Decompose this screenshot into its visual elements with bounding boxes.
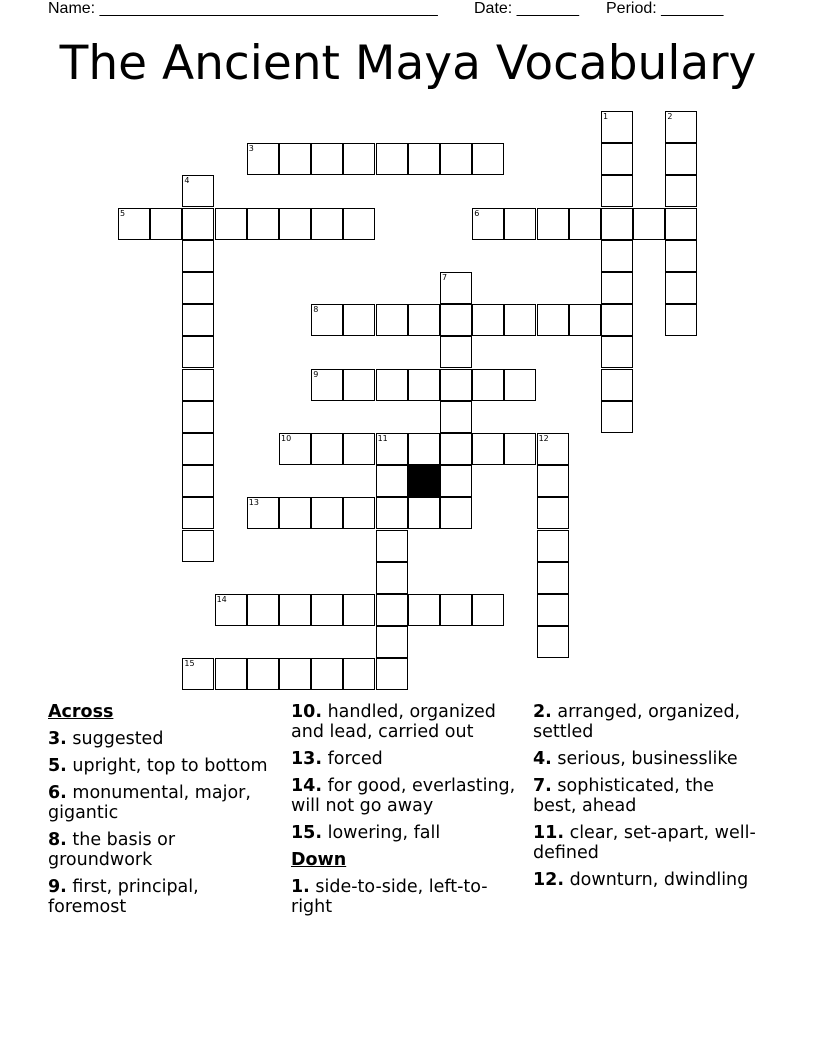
clue-item-text: handled, organized and lead, carried out — [291, 702, 496, 742]
clue-item — [48, 783, 274, 823]
grid-cell[interactable] — [569, 304, 601, 336]
grid-cell[interactable] — [537, 626, 569, 658]
grid-cell[interactable] — [665, 111, 697, 143]
name-field[interactable]: Name: ______________________________________ — [48, 0, 438, 17]
clue-item-text: serious, businesslike — [551, 749, 738, 769]
grid-cell[interactable] — [537, 208, 569, 240]
grid-cell[interactable] — [311, 143, 343, 175]
grid-cell[interactable] — [215, 208, 247, 240]
down-clue-list — [291, 877, 517, 917]
clue-number: 1 — [603, 112, 609, 121]
clue-item-text: downturn, dwindling — [564, 870, 749, 890]
grid-cell[interactable] — [440, 336, 472, 368]
grid-cell[interactable] — [311, 433, 343, 465]
grid-cell[interactable] — [537, 433, 569, 465]
grid-cell[interactable] — [182, 497, 214, 529]
grid-cell[interactable] — [182, 465, 214, 497]
page-title: The Ancient Maya Vocabulary — [59, 36, 757, 91]
down-clue-list-continued — [533, 702, 759, 890]
grid-cell[interactable] — [408, 369, 440, 401]
grid-cell[interactable] — [343, 143, 375, 175]
clue-item — [533, 870, 759, 890]
clue-number: 7 — [442, 273, 448, 282]
grid-cell[interactable] — [311, 658, 343, 690]
grid-cell[interactable] — [279, 433, 311, 465]
grid-cell[interactable] — [311, 208, 343, 240]
clue-item — [291, 776, 517, 816]
grid-cell[interactable] — [601, 401, 633, 433]
clue-item-text: forced — [322, 749, 383, 769]
grid-cell[interactable] — [215, 594, 247, 626]
clue-item-text: upright, top to bottom — [66, 756, 268, 776]
grid-cell[interactable] — [376, 530, 408, 562]
clue-item-text: monumental, major, gigantic — [48, 783, 251, 823]
grid-cell[interactable] — [182, 433, 214, 465]
grid-cell[interactable] — [601, 111, 633, 143]
grid-cell[interactable] — [376, 304, 408, 336]
clue-item — [533, 823, 759, 863]
clue-item — [48, 729, 274, 749]
grid-cell[interactable] — [182, 272, 214, 304]
grid-cell[interactable] — [440, 433, 472, 465]
grid-cell[interactable] — [311, 304, 343, 336]
grid-cell[interactable] — [665, 175, 697, 207]
clue-number: 12 — [538, 434, 549, 443]
clue-number: 6 — [474, 208, 480, 218]
grid-cell[interactable] — [601, 175, 633, 207]
grid-cell[interactable] — [376, 594, 408, 626]
clue-item-text: the basis or groundwork — [48, 830, 176, 870]
grid-cell[interactable] — [376, 658, 408, 690]
grid-cell[interactable] — [601, 208, 633, 240]
grid-cell[interactable] — [182, 401, 214, 433]
grid-cell[interactable] — [440, 401, 472, 433]
grid-cell[interactable] — [182, 175, 214, 207]
period-field[interactable]: Period: _______ — [606, 0, 724, 17]
grid-cell[interactable] — [118, 208, 150, 240]
grid-cell[interactable] — [311, 497, 343, 529]
grid-cell[interactable] — [569, 208, 601, 240]
grid-cell[interactable] — [665, 208, 697, 240]
grid-cell[interactable] — [537, 465, 569, 497]
grid-cell[interactable] — [182, 658, 214, 690]
grid-cell[interactable] — [247, 208, 279, 240]
clue-item-text: suggested — [66, 729, 164, 749]
clue-item — [533, 776, 759, 816]
clue-item — [48, 830, 274, 870]
grid-cell[interactable] — [408, 497, 440, 529]
clue-item-text: arranged, organized, settled — [533, 702, 741, 742]
grid-cell[interactable] — [150, 208, 182, 240]
clue-item-number: 7. — [533, 776, 552, 796]
grid-cell[interactable] — [343, 497, 375, 529]
grid-cell[interactable] — [472, 143, 504, 175]
clue-item-number: 12. — [533, 870, 565, 890]
grid-cell[interactable] — [343, 433, 375, 465]
grid-cell[interactable] — [408, 143, 440, 175]
grid-cell[interactable] — [311, 369, 343, 401]
clue-item-number: 15. — [291, 823, 323, 843]
grid-cell[interactable] — [440, 272, 472, 304]
grid-cell[interactable] — [601, 336, 633, 368]
grid-cell[interactable] — [182, 304, 214, 336]
grid-cell[interactable] — [376, 143, 408, 175]
grid-cell[interactable] — [343, 594, 375, 626]
grid-cell[interactable] — [215, 658, 247, 690]
clue-item-text: sophisticated, the best, ahead — [533, 776, 715, 816]
clue-item — [291, 702, 517, 742]
grid-cell[interactable] — [504, 433, 536, 465]
grid-cell[interactable] — [440, 143, 472, 175]
grid-cell[interactable] — [601, 272, 633, 304]
clue-number: 9 — [313, 369, 319, 379]
grid-cell[interactable] — [279, 594, 311, 626]
grid-cell[interactable] — [182, 208, 214, 240]
grid-cell[interactable] — [376, 562, 408, 594]
grid-cell[interactable] — [247, 658, 279, 690]
clue-item-number: 1. — [291, 877, 310, 897]
grid-cell[interactable] — [343, 658, 375, 690]
grid-cell[interactable] — [537, 562, 569, 594]
clue-number: 4 — [184, 176, 190, 186]
clue-item-number: 13. — [291, 749, 323, 769]
grid-cell[interactable] — [472, 369, 504, 401]
grid-cell[interactable] — [247, 594, 279, 626]
grid-cell[interactable] — [601, 304, 633, 336]
clue-column-3 — [533, 702, 759, 897]
clue-item-number: 5. — [48, 756, 67, 776]
grid-cell[interactable] — [182, 530, 214, 562]
across-clue-list-continued — [291, 702, 517, 843]
clue-item — [291, 823, 517, 843]
clue-number: 13 — [248, 498, 259, 508]
across-heading: Across — [48, 702, 114, 722]
clue-item-number: 8. — [48, 830, 67, 850]
clue-number: 10 — [281, 434, 292, 443]
grid-cell[interactable] — [343, 304, 375, 336]
grid-cell[interactable] — [537, 304, 569, 336]
clue-item — [291, 877, 517, 917]
grid-cell[interactable] — [376, 626, 408, 658]
grid-cell[interactable] — [537, 497, 569, 529]
clue-item-number: 6. — [48, 783, 67, 803]
grid-cell[interactable] — [537, 530, 569, 562]
grid-cell[interactable] — [601, 240, 633, 272]
clue-number: 2 — [667, 112, 673, 121]
clue-item-number: 11. — [533, 823, 565, 843]
clue-number: 8 — [313, 305, 319, 315]
grid-cell[interactable] — [376, 465, 408, 497]
grid-cell[interactable] — [182, 369, 214, 401]
clue-item-text: lowering, fall — [322, 823, 441, 843]
grid-cell[interactable] — [408, 433, 440, 465]
grid-cell[interactable] — [504, 369, 536, 401]
clue-item-number: 2. — [533, 702, 552, 722]
clue-item-number: 10. — [291, 702, 323, 722]
grid-cell[interactable] — [440, 594, 472, 626]
down-heading: Down — [291, 850, 347, 870]
grid-cell[interactable] — [376, 433, 408, 465]
clue-column-2 — [291, 702, 517, 924]
grid-cell[interactable] — [601, 369, 633, 401]
clue-column-1 — [48, 702, 274, 924]
grid-cell[interactable] — [247, 143, 279, 175]
grid-cell[interactable] — [665, 240, 697, 272]
grid-cell[interactable] — [279, 143, 311, 175]
grid-cell[interactable] — [601, 143, 633, 175]
clue-item-number: 14. — [291, 776, 323, 796]
clue-item-text: first, principal, foremost — [48, 877, 199, 917]
grid-cell[interactable] — [472, 594, 504, 626]
grid-cell[interactable] — [311, 594, 343, 626]
grid-cell[interactable] — [247, 497, 279, 529]
grid-cell[interactable] — [279, 497, 311, 529]
grid-cell[interactable] — [376, 497, 408, 529]
clue-number: 3 — [248, 144, 254, 154]
grid-cell[interactable] — [408, 594, 440, 626]
clue-number: 11 — [377, 434, 388, 443]
grid-cell[interactable] — [343, 208, 375, 240]
grid-cell[interactable] — [472, 304, 504, 336]
date-field[interactable]: Date: _______ — [474, 0, 579, 17]
grid-cell[interactable] — [665, 272, 697, 304]
grid-cell[interactable] — [440, 497, 472, 529]
clue-number: 5 — [120, 208, 126, 218]
grid-cell[interactable] — [633, 208, 665, 240]
grid-cell[interactable] — [665, 143, 697, 175]
clue-item — [48, 877, 274, 917]
grid-cell[interactable] — [182, 336, 214, 368]
grid-cell[interactable] — [472, 208, 504, 240]
grid-cell[interactable] — [504, 208, 536, 240]
clue-item — [533, 702, 759, 742]
grid-cell[interactable] — [472, 433, 504, 465]
clue-item-number: 9. — [48, 877, 67, 897]
grid-cell[interactable] — [665, 304, 697, 336]
clue-item-number: 4. — [533, 749, 552, 769]
clue-item — [48, 756, 274, 776]
grid-cell[interactable] — [440, 369, 472, 401]
grid-cell[interactable] — [440, 465, 472, 497]
clue-number: 14 — [216, 595, 227, 604]
grid-cell[interactable] — [376, 369, 408, 401]
clue-number: 15 — [184, 659, 195, 669]
across-clue-list — [48, 729, 274, 917]
clue-item — [291, 749, 517, 769]
grid-cell[interactable] — [279, 658, 311, 690]
grid-cell[interactable] — [279, 208, 311, 240]
grid-cell[interactable] — [504, 304, 536, 336]
black-cell — [408, 465, 440, 497]
grid-cell[interactable] — [182, 240, 214, 272]
clue-item-text: for good, everlasting, will not go away — [291, 776, 516, 816]
clue-item-number: 3. — [48, 729, 67, 749]
grid-cell[interactable] — [537, 594, 569, 626]
grid-cell[interactable] — [343, 369, 375, 401]
clue-item — [533, 749, 759, 769]
grid-cell[interactable] — [408, 304, 440, 336]
clue-item-text: side-to-side, left-to-right — [291, 877, 488, 917]
grid-cell[interactable] — [440, 304, 472, 336]
clue-item-text: clear, set-apart, well-defined — [533, 823, 756, 863]
